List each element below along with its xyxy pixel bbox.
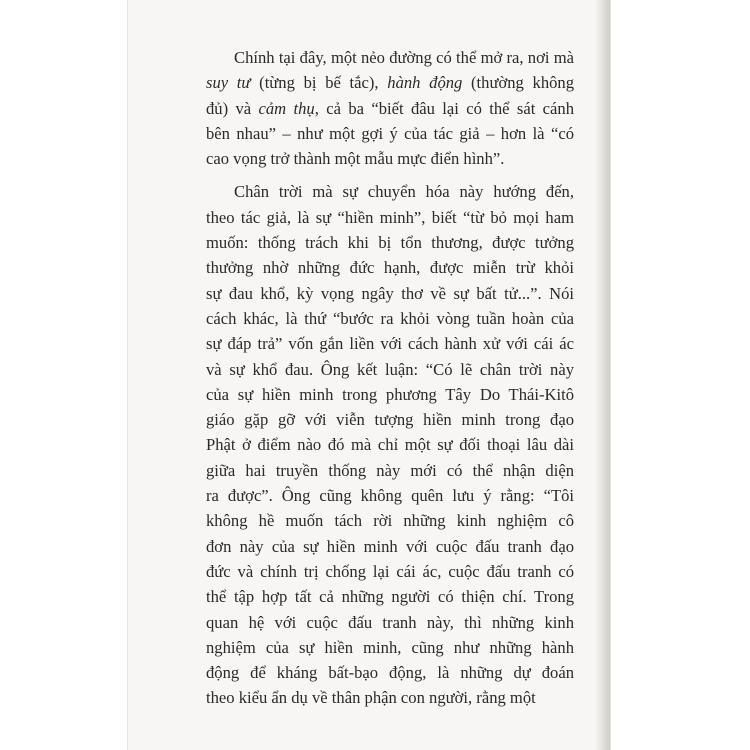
text-segment: thưởng nhờ những đức hạnh, được miễn trừ khỏi	[206, 258, 574, 278]
text-line	[206, 660, 574, 685]
text-segment: không hề muốn tách rời những kinh nghiệm cô	[206, 511, 574, 531]
text-segment: cao vọng trở thành một mẫu mực điển hình”.	[206, 149, 505, 169]
text-line	[206, 584, 574, 609]
text-line	[206, 70, 574, 95]
text-line	[206, 534, 574, 559]
text-line	[206, 382, 574, 407]
text-segment: bên nhau” – như một gợi ý của tác giả – hơn là “có	[206, 123, 574, 143]
text-segment: muốn: thống trách khi bị tổn thương, được tưởng	[206, 233, 574, 253]
text-segment: theo kiểu ẩn dụ về thân phận con người, rằng một	[206, 688, 536, 708]
text-segment: đủ) và	[206, 98, 259, 118]
italic-term: cảm thụ	[258, 98, 315, 118]
text-segment: Chân trời mà sự chuyển hóa này hướng đến,	[234, 182, 574, 202]
text-line	[206, 483, 574, 508]
text-segment: cách khác, là thứ “bước ra khỏi vòng tuần hoàn của	[206, 308, 574, 328]
page-body-text	[206, 45, 574, 711]
text-line	[206, 458, 574, 483]
text-line	[206, 508, 574, 533]
text-line	[206, 45, 574, 70]
text-segment: sự đáp trả” vốn gắn liền với cách hành xử với cái ác	[206, 334, 574, 354]
page-edge	[596, 0, 610, 750]
text-line	[206, 146, 574, 171]
text-line	[206, 357, 574, 382]
text-segment: và sự khổ đau. Ông kết luận: “Có lẽ chân trời này	[206, 359, 574, 379]
text-line	[206, 685, 574, 710]
text-line	[206, 407, 574, 432]
text-segment: sự đau khổ, kỳ vọng ngây thơ về sự bất tử...”. Nói	[206, 283, 574, 303]
text-segment: , cả ba “biết đâu lại có thể sát cánh	[314, 98, 574, 118]
text-line	[206, 635, 574, 660]
text-segment: của sự hiền minh trong phương Tây Do Thái-Kitô	[206, 384, 574, 404]
text-line	[206, 255, 574, 280]
text-line	[206, 559, 574, 584]
text-segment: đơn này của sự hiền minh với cuộc đấu tranh đạo	[206, 536, 574, 556]
text-line	[206, 205, 574, 230]
text-segment: giữa hai truyền thống này mới có thể nhận diện	[206, 460, 574, 480]
text-line	[206, 96, 574, 121]
paragraph-2	[206, 179, 574, 710]
text-segment: động để kháng bất-bạo động, là những dự đoán	[206, 663, 574, 683]
text-segment: quan hệ với cuộc đấu tranh này, thì những kinh	[206, 612, 574, 632]
text-segment: đức và chính trị chống lại cái ác, cuộc đấu tranh có	[206, 561, 574, 581]
text-line	[206, 306, 574, 331]
text-segment: ra được”. Ông cũng không quên lưu ý rằng: “Tôi	[206, 486, 574, 506]
text-segment: (thường không	[462, 73, 575, 93]
text-line	[206, 331, 574, 356]
text-segment: nghiệm của sự hiền minh, cũng như những hành	[206, 637, 574, 657]
text-segment: (từng bị bế tắc),	[250, 73, 388, 93]
paragraph-1	[206, 45, 574, 171]
text-line	[206, 121, 574, 146]
text-line	[206, 281, 574, 306]
text-segment: Phật ở điểm nào đó mà chỉ một sự đối thoại lâu dài	[206, 435, 574, 455]
text-line	[206, 179, 574, 204]
text-line	[206, 610, 574, 635]
text-segment: thể tập hợp tất cả những người có thiện chí. Trong	[206, 587, 574, 607]
text-segment: giáo gặp gỡ với viễn tượng hiền minh trong đạo	[206, 410, 574, 430]
italic-term: suy tư	[206, 73, 251, 93]
text-line	[206, 432, 574, 457]
text-segment: theo tác giả, là sự “hiền minh”, biết “từ bỏ mọi ham	[206, 207, 574, 227]
text-line	[206, 230, 574, 255]
italic-term: hành động	[387, 73, 463, 93]
text-segment: Chính tại đây, một nẻo đường có thể mở ra, nơi mà	[234, 48, 574, 67]
